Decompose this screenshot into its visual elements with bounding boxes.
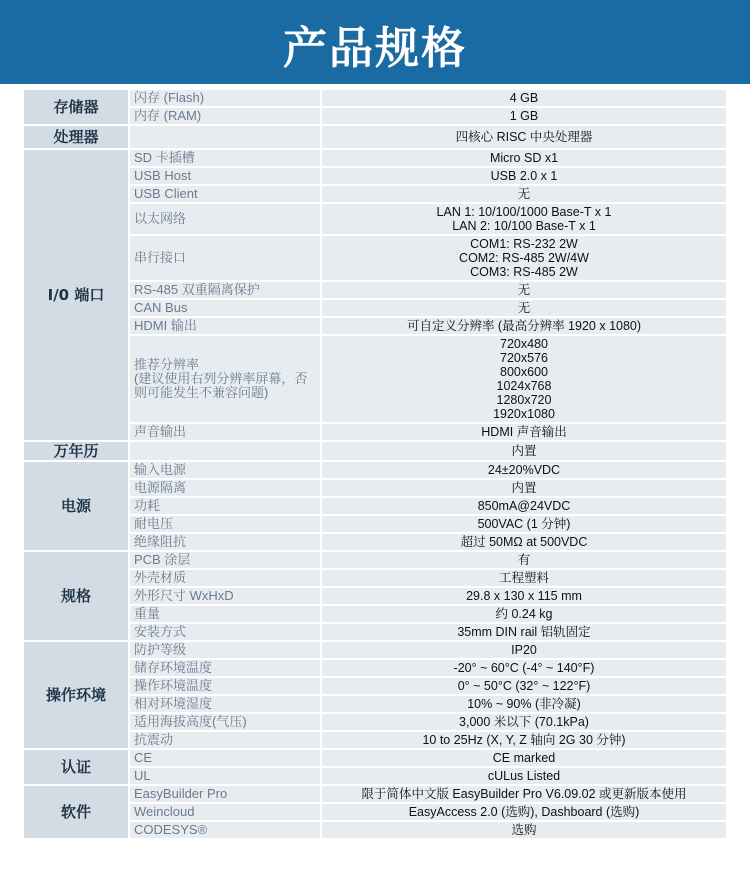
spec-row — [23, 821, 727, 839]
spec-row — [23, 659, 727, 677]
spec-row — [23, 461, 727, 479]
category-cell: 规格 — [23, 551, 129, 641]
spec-row — [23, 515, 727, 533]
category-cell: 万年历 — [23, 441, 129, 461]
spec-value-cell: HDMI 声音输出 — [321, 423, 727, 441]
spec-name-cell: SD 卡插槽 — [129, 149, 321, 167]
spec-name-cell: 声音输出 — [129, 423, 321, 441]
spec-value-cell: 有 — [321, 551, 727, 569]
spec-name-cell: CAN Bus — [129, 299, 321, 317]
spec-row — [23, 441, 727, 461]
spec-table-body — [23, 89, 727, 839]
spec-row — [23, 569, 727, 587]
spec-name-cell: 电源隔离 — [129, 479, 321, 497]
category-cell: I/0 端口 — [23, 149, 129, 441]
spec-name-cell: 耐电压 — [129, 515, 321, 533]
spec-row — [23, 803, 727, 821]
spec-name-cell: USB Client — [129, 185, 321, 203]
spec-name-cell: USB Host — [129, 167, 321, 185]
spec-name-cell: Weincloud — [129, 803, 321, 821]
spec-name-cell: 操作环境温度 — [129, 677, 321, 695]
spec-name-cell: UL — [129, 767, 321, 785]
spec-name-cell: HDMI 输出 — [129, 317, 321, 335]
spec-row — [23, 695, 727, 713]
spec-name-cell: 功耗 — [129, 497, 321, 515]
spec-row — [23, 125, 727, 149]
spec-name-cell: 输入电源 — [129, 461, 321, 479]
spec-value-cell: 10 to 25Hz (X, Y, Z 轴向 2G 30 分钟) — [321, 731, 727, 749]
spec-name-cell: 绝缘阻抗 — [129, 533, 321, 551]
category-cell: 认证 — [23, 749, 129, 785]
page-header — [0, 0, 750, 84]
spec-row — [23, 203, 727, 235]
spec-row — [23, 497, 727, 515]
spec-row — [23, 533, 727, 551]
spec-name-cell — [129, 125, 321, 149]
spec-name-cell: 相对环境湿度 — [129, 695, 321, 713]
spec-value-cell: Micro SD x1 — [321, 149, 727, 167]
spec-value-cell: 无 — [321, 299, 727, 317]
spec-value-cell: EasyAccess 2.0 (选购), Dashboard (选购) — [321, 803, 727, 821]
spec-name-cell: 以太网络 — [129, 203, 321, 235]
spec-name-cell: 内存 (RAM) — [129, 107, 321, 125]
spec-name-cell: 防护等级 — [129, 641, 321, 659]
spec-value-cell: 约 0.24 kg — [321, 605, 727, 623]
spec-name-cell: PCB 涂层 — [129, 551, 321, 569]
spec-row — [23, 551, 727, 569]
spec-value-cell: USB 2.0 x 1 — [321, 167, 727, 185]
spec-name-cell: 适用海拔高度(气压) — [129, 713, 321, 731]
spec-value-cell: -20° ~ 60°C (-4° ~ 140°F) — [321, 659, 727, 677]
spec-name-cell: 重量 — [129, 605, 321, 623]
spec-row — [23, 89, 727, 107]
spec-row — [23, 185, 727, 203]
category-cell: 处理器 — [23, 125, 129, 149]
spec-name-cell: 安装方式 — [129, 623, 321, 641]
spec-row — [23, 605, 727, 623]
spec-name-cell: 抗震动 — [129, 731, 321, 749]
spec-value-cell: 500VAC (1 分钟) — [321, 515, 727, 533]
spec-row — [23, 587, 727, 605]
spec-row — [23, 713, 727, 731]
spec-value-cell: 720x480 720x576 800x600 1024x768 1280x720 1920x1080 — [321, 335, 727, 423]
spec-value-cell: cULus Listed — [321, 767, 727, 785]
spec-value-cell: COM1: RS-232 2W COM2: RS-485 2W/4W COM3: RS-485 2W — [321, 235, 727, 281]
spec-value-cell: 超过 50MΩ at 500VDC — [321, 533, 727, 551]
spec-name-cell: 推荐分辨率 (建议使用右列分辨率屏幕，否 则可能发生不兼容问题) — [129, 335, 321, 423]
spec-value-cell: 4 GB — [321, 89, 727, 107]
spec-name-cell: EasyBuilder Pro — [129, 785, 321, 803]
spec-value-cell: LAN 1: 10/100/1000 Base-T x 1 LAN 2: 10/100 Base-T x 1 — [321, 203, 727, 235]
spec-row — [23, 299, 727, 317]
spec-row — [23, 641, 727, 659]
spec-row — [23, 149, 727, 167]
spec-row — [23, 235, 727, 281]
spec-name-cell: RS-485 双重隔离保护 — [129, 281, 321, 299]
page-title: 产品规格 — [283, 23, 467, 74]
spec-row — [23, 335, 727, 423]
spec-value-cell: 0° ~ 50°C (32° ~ 122°F) — [321, 677, 727, 695]
spec-value-cell: 选购 — [321, 821, 727, 839]
spec-row — [23, 317, 727, 335]
spec-value-cell: 3,000 米以下 (70.1kPa) — [321, 713, 727, 731]
spec-value-cell: 35mm DIN rail 铝轨固定 — [321, 623, 727, 641]
spec-value-cell: 无 — [321, 185, 727, 203]
spec-name-cell: CE — [129, 749, 321, 767]
spec-value-cell: 无 — [321, 281, 727, 299]
spec-name-cell: 外形尺寸 WxHxD — [129, 587, 321, 605]
spec-value-cell: 限于简体中文版 EasyBuilder Pro V6.09.02 或更新版本使用 — [321, 785, 727, 803]
spec-value-cell: 四核心 RISC 中央处理器 — [321, 125, 727, 149]
spec-value-cell: 29.8 x 130 x 115 mm — [321, 587, 727, 605]
spec-row — [23, 479, 727, 497]
spec-value-cell: 10% ~ 90% (非冷凝) — [321, 695, 727, 713]
spec-row — [23, 281, 727, 299]
spec-value-cell: 1 GB — [321, 107, 727, 125]
spec-row — [23, 677, 727, 695]
spec-value-cell: 工程塑料 — [321, 569, 727, 587]
spec-value-cell: CE marked — [321, 749, 727, 767]
category-cell: 操作环境 — [23, 641, 129, 749]
spec-value-cell: 内置 — [321, 441, 727, 461]
spec-name-cell: 闪存 (Flash) — [129, 89, 321, 107]
spec-table — [22, 88, 728, 840]
spec-row — [23, 107, 727, 125]
spec-name-cell: 储存环境温度 — [129, 659, 321, 677]
spec-value-cell: 可自定义分辨率 (最高分辨率 1920 x 1080) — [321, 317, 727, 335]
category-cell: 软件 — [23, 785, 129, 839]
spec-value-cell: 内置 — [321, 479, 727, 497]
spec-row — [23, 749, 727, 767]
spec-value-cell: 850mA@24VDC — [321, 497, 727, 515]
spec-row — [23, 731, 727, 749]
category-cell: 电源 — [23, 461, 129, 551]
spec-value-cell: IP20 — [321, 641, 727, 659]
spec-row — [23, 167, 727, 185]
spec-row — [23, 785, 727, 803]
spec-name-cell — [129, 441, 321, 461]
spec-name-cell: 外壳材质 — [129, 569, 321, 587]
spec-name-cell: 串行接口 — [129, 235, 321, 281]
spec-row — [23, 423, 727, 441]
spec-row — [23, 767, 727, 785]
category-cell: 存储器 — [23, 89, 129, 125]
spec-name-cell: CODESYS® — [129, 821, 321, 839]
spec-row — [23, 623, 727, 641]
spec-value-cell: 24±20%VDC — [321, 461, 727, 479]
